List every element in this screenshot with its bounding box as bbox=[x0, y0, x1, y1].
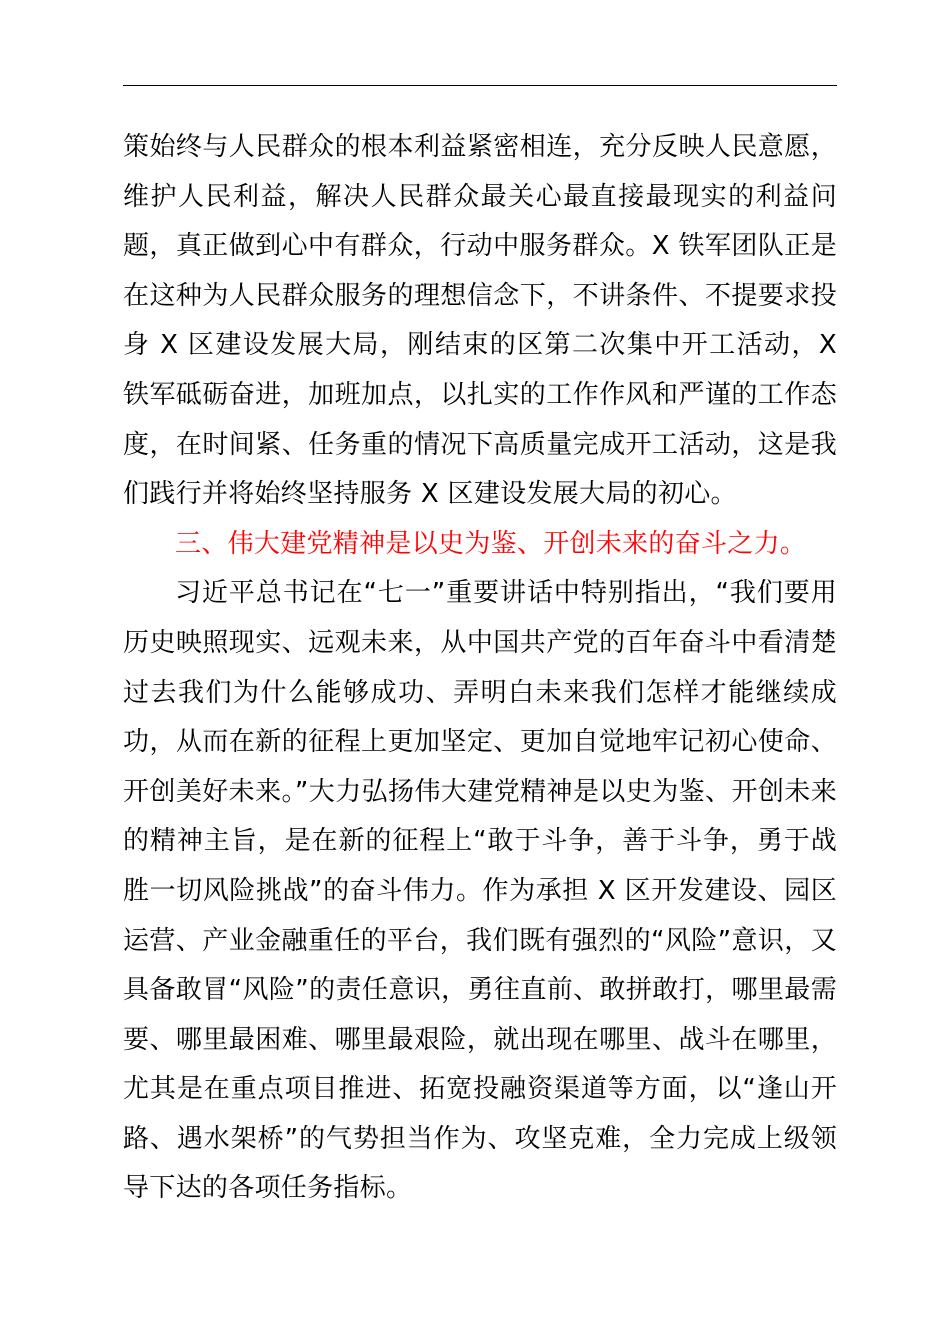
section-heading: 三、伟大建党精神是以史为鉴、开创未来的奋斗之力。 bbox=[175, 528, 807, 559]
header-rule bbox=[123, 85, 837, 86]
document-body bbox=[123, 123, 837, 1214]
section-body: 习近平总书记在“七一”重要讲话中特别指出，“我们要用历史映照现实、远观未来，从中国共产党的百年奋斗中看清楚过去我们为什么能够成功、弄明白未来我们怎样才能继续成功，从而在新的征程上更加坚定、更加自觉地牢记初心使命、开创美好未来。”大力弘扬伟大建党精神是以史为鉴、开创未来的精神主旨，是在新的征程上“敢于斗争，善于斗争，勇于战胜一切风险挑战”的奋斗伟力。作为承担 X 区开发建设、园区运营、产业金融重任的平台，我们既有强烈的“风险”意识，又具备敢冒“风险”的责任意识，勇往直前、敢拼敢打，哪里最需要、哪里最困难、哪里最艰险，就出现在哪里、战斗在哪里，尤其是在重点项目推进、拓宽投融资渠道等方面，以“逢山开路、遇水架桥”的气势担当作为、攻坚克难，全力完成上级领导下达的各项任务指标。 bbox=[123, 578, 837, 1204]
paragraph-continuation: 策始终与人民群众的根本利益紧密相连，充分反映人民意愿，维护人民利益，解决人民群众最关心最直接最现实的利益问题，真正做到心中有群众，行动中服务群众。X 铁军团队正是在这种为人民群众服务的理想信念下，不讲条件、不提要求投身 X 区建设发展大局，刚结束的区第二次集中开工活动，X 铁军砥砺奋进，加班加点，以扎实的工作作风和严谨的工作态度，在时间紧、任务重的情况下高质量完成开工活动，这是我们践行并将始终坚持服务 X 区建设发展大局的初心。 bbox=[123, 132, 837, 510]
